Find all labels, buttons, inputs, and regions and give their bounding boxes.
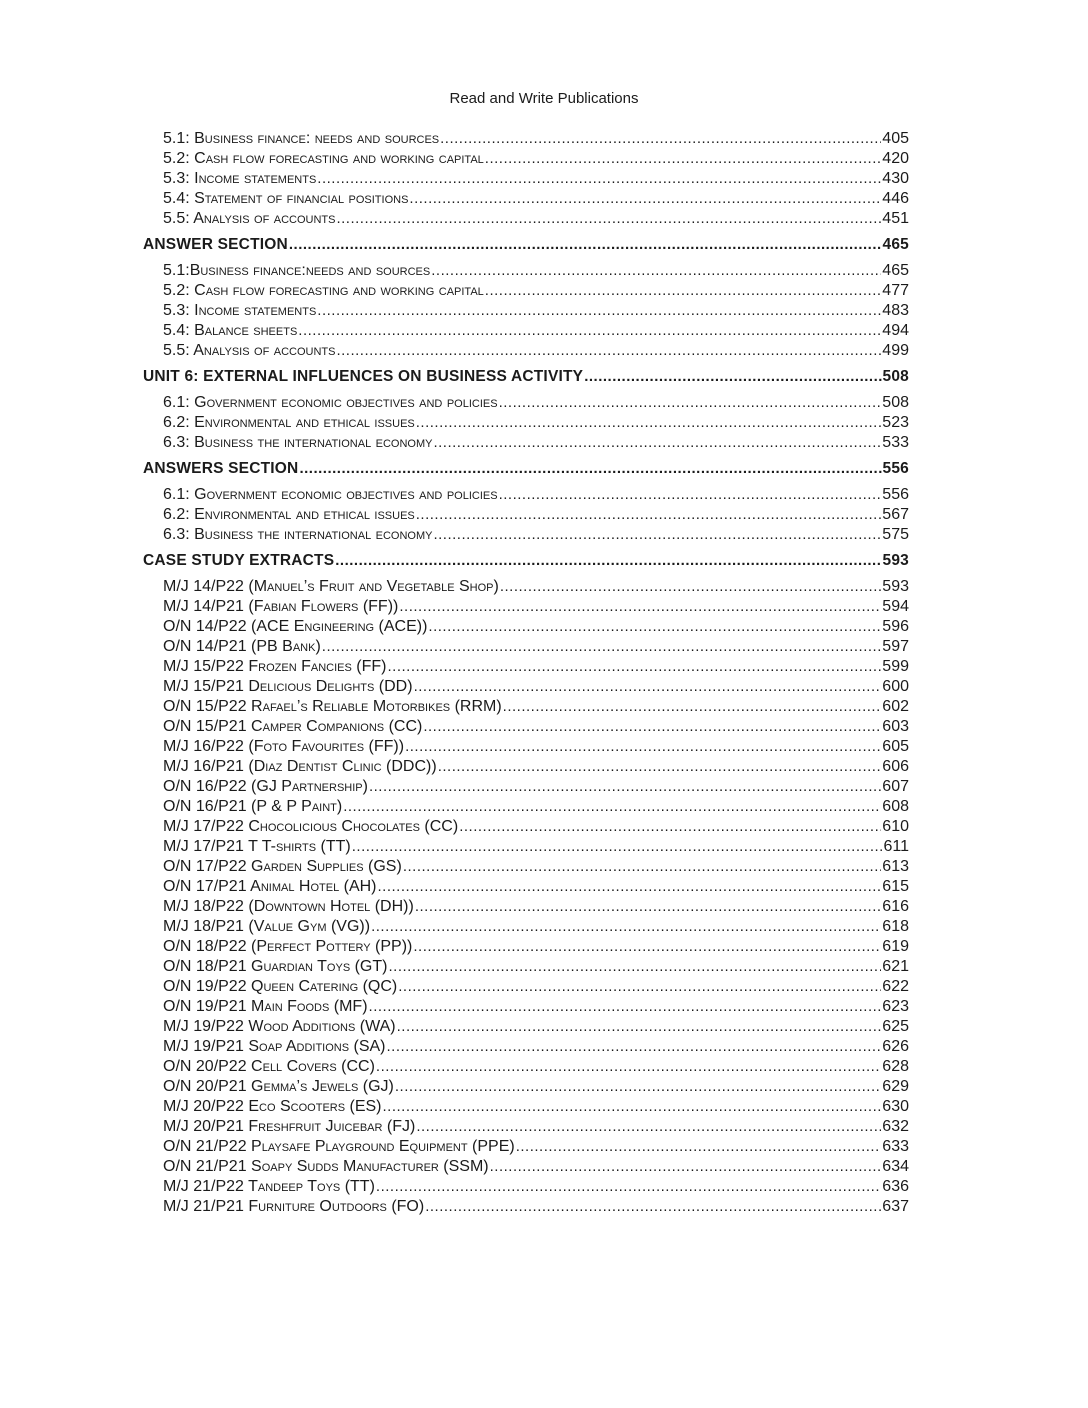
toc-entry-title: O/N 14/P21 (PB Bank): [163, 638, 321, 655]
dot-leader: [413, 937, 881, 957]
dot-leader: [369, 777, 881, 797]
toc-page-number: 499: [882, 342, 909, 359]
dot-leader: [500, 577, 881, 597]
dot-leader: [289, 235, 882, 255]
toc-page-number: 597: [882, 638, 909, 655]
dot-leader: [428, 617, 881, 637]
dot-leader: [433, 525, 881, 545]
toc-page-number: 619: [882, 938, 909, 955]
toc-entry-title: 5.4: Balance sheets: [163, 322, 298, 339]
toc-page-number: 626: [882, 1038, 909, 1055]
toc-page-number: 602: [882, 698, 909, 715]
toc-entry: [143, 737, 909, 757]
toc-entry-title: 6.2: Environmental and ethical issues: [163, 414, 415, 431]
toc-entry-title: UNIT 6: EXTERNAL INFLUENCES ON BUSINESS ACTIVITY: [143, 368, 584, 385]
toc-entry-title: O/N 14/P22 (ACE Engineering (ACE)): [163, 618, 428, 635]
toc-page-number: 599: [882, 658, 909, 675]
toc-page-number: 575: [882, 526, 909, 543]
dot-leader: [485, 149, 882, 169]
toc-page-number: 606: [882, 758, 909, 775]
toc-entry-title: CASE STUDY EXTRACTS: [143, 552, 335, 569]
toc-entry: [143, 977, 909, 997]
toc-entry-title: M/J 21/P21 Furniture Outdoors (FO): [163, 1198, 425, 1215]
dot-leader: [322, 637, 882, 657]
toc-entry: [143, 525, 909, 545]
dot-leader: [516, 1137, 882, 1157]
toc-entry: [143, 697, 909, 717]
toc-entry: [143, 897, 909, 917]
toc-page-number: 494: [882, 322, 909, 339]
page-header-title: Read and Write Publications: [449, 90, 639, 107]
toc-entry: [143, 1077, 909, 1097]
dot-leader: [490, 1157, 882, 1177]
toc-page-number: 556: [882, 460, 909, 477]
toc-entry: [143, 877, 909, 897]
dot-leader: [584, 367, 881, 387]
dot-leader: [317, 169, 881, 189]
dot-leader: [433, 433, 881, 453]
dot-leader: [387, 657, 881, 677]
dot-leader: [352, 837, 883, 857]
toc-entry: [143, 261, 909, 281]
toc-entry: [143, 1177, 909, 1197]
dot-leader: [416, 413, 882, 433]
toc-entry: [143, 757, 909, 777]
toc-entry-title: M/J 14/P21 (Fabian Flowers (FF)): [163, 598, 399, 615]
toc-page-number: 567: [882, 506, 909, 523]
toc-entry: [143, 505, 909, 525]
toc-entry-title: ANSWER SECTION: [143, 236, 288, 253]
dot-leader: [397, 1017, 882, 1037]
toc-entry: [143, 321, 909, 341]
toc-entry: [143, 485, 909, 505]
toc-page-number: 615: [882, 878, 909, 895]
toc-page-number: 430: [882, 170, 909, 187]
toc-page-number: 603: [882, 718, 909, 735]
toc-entry: [143, 1017, 909, 1037]
toc-page-number: 593: [882, 552, 909, 569]
dot-leader: [298, 321, 881, 341]
toc-entry-title: M/J 18/P22 (Downtown Hotel (DH)): [163, 898, 414, 915]
dot-leader: [499, 393, 882, 413]
toc-entry: [143, 797, 909, 817]
toc-page-number: 405: [882, 130, 909, 147]
toc-entry-title: O/N 20/P21 Gemma’s Jewels (GJ): [163, 1078, 394, 1095]
dot-leader: [388, 957, 881, 977]
dot-leader: [398, 977, 881, 997]
toc-entry: [143, 281, 909, 301]
toc-entry: [143, 997, 909, 1017]
dot-leader: [414, 677, 882, 697]
toc-entry-title: 5.2: Cash flow forecasting and working capital: [163, 150, 484, 167]
toc-entry-title: M/J 18/P21 (Value Gym (VG)): [163, 918, 371, 935]
toc-page-number: 610: [882, 818, 909, 835]
toc-entry-title: M/J 20/P22 Eco Scooters (ES): [163, 1098, 382, 1115]
toc-page-number: 465: [882, 262, 909, 279]
dot-leader: [395, 1077, 881, 1097]
toc-entry-title: M/J 19/P22 Wood Additions (WA): [163, 1018, 396, 1035]
toc-entry-title: O/N 15/P21 Camper Companions (CC): [163, 718, 423, 735]
toc-entry: [143, 917, 909, 937]
toc-entry: [143, 1057, 909, 1077]
dot-leader: [416, 505, 882, 525]
dot-leader: [343, 797, 881, 817]
dot-leader: [485, 281, 882, 301]
toc-entry: [143, 1157, 909, 1177]
toc-page-number: 523: [882, 414, 909, 431]
toc-entry-title: M/J 20/P21 Freshfruit Juicebar (FJ): [163, 1118, 416, 1135]
toc-entry: [143, 957, 909, 977]
toc-entry-title: 5.3: Income statements: [163, 302, 317, 319]
toc-page-number: 628: [882, 1058, 909, 1075]
toc-page-number: 605: [882, 738, 909, 755]
toc-entry: [143, 341, 909, 361]
dot-leader: [440, 129, 881, 149]
toc-entry-title: 5.2: Cash flow forecasting and working capital: [163, 282, 484, 299]
dot-leader: [369, 997, 882, 1017]
toc-page-number: 508: [882, 394, 909, 411]
toc-section-heading: [143, 459, 909, 479]
toc-entry: [143, 169, 909, 189]
toc-entry-title: O/N 17/P21 Animal Hotel (AH): [163, 878, 377, 895]
toc-entry-title: O/N 16/P22 (GJ Partnership): [163, 778, 368, 795]
toc-page-number: 630: [882, 1098, 909, 1115]
toc-section-heading: [143, 367, 909, 387]
toc-page-number: 594: [882, 598, 909, 615]
toc-page-number: 623: [882, 998, 909, 1015]
toc-entry-title: O/N 17/P22 Garden Supplies (GS): [163, 858, 402, 875]
dot-leader: [336, 341, 881, 361]
toc-entry-title: 5.3: Income statements: [163, 170, 317, 187]
toc-page-number: 593: [882, 578, 909, 595]
dot-leader: [438, 757, 882, 777]
toc-entry-title: O/N 15/P22 Rafael’s Reliable Motorbikes (RRM): [163, 698, 502, 715]
toc-entry: [143, 817, 909, 837]
toc-entry: [143, 837, 909, 857]
toc-entry-title: O/N 21/P22 Playsafe Playground Equipment (PPE): [163, 1138, 515, 1155]
toc-entry-title: M/J 21/P22 Tandeep Toys (TT): [163, 1178, 375, 1195]
toc-page-number: 533: [882, 434, 909, 451]
toc-entry: [143, 301, 909, 321]
toc-page-number: 625: [882, 1018, 909, 1035]
toc-entry: [143, 1137, 909, 1157]
toc-entry: [143, 393, 909, 413]
toc-entry: [143, 189, 909, 209]
toc-entry-title: M/J 17/P21 T T-shirts (TT): [163, 838, 351, 855]
dot-leader: [376, 1177, 881, 1197]
toc-entry: [143, 413, 909, 433]
toc-entry: [143, 597, 909, 617]
toc-page-number: 622: [882, 978, 909, 995]
toc-entry: [143, 209, 909, 229]
toc-entry-title: O/N 19/P21 Main Foods (MF): [163, 998, 368, 1015]
dot-leader: [409, 189, 881, 209]
toc-entry: [143, 717, 909, 737]
toc-entry-title: M/J 15/P21 Delicious Delights (DD): [163, 678, 413, 695]
toc-page-number: 637: [882, 1198, 909, 1215]
dot-leader: [405, 737, 881, 757]
toc-entry-title: 5.1: Business finance: needs and sources: [163, 130, 440, 147]
toc-page-number: 508: [882, 368, 909, 385]
toc-page-number: 446: [882, 190, 909, 207]
toc-entry-title: 5.4: Statement of financial positions: [163, 190, 409, 207]
toc-entry: [143, 657, 909, 677]
toc-entry-title: M/J 14/P22 (Manuel’s Fruit and Vegetable Shop): [163, 578, 499, 595]
toc-entry: [143, 1117, 909, 1137]
toc-page-number: 613: [882, 858, 909, 875]
dot-leader: [423, 717, 881, 737]
toc-entry: [143, 1037, 909, 1057]
toc-page-number: 451: [882, 210, 909, 227]
toc-entry: [143, 777, 909, 797]
dot-leader: [403, 857, 881, 877]
toc-page-number: 477: [882, 282, 909, 299]
toc-page-number: 616: [882, 898, 909, 915]
dot-leader: [376, 1057, 881, 1077]
dot-leader: [503, 697, 882, 717]
toc-entry: [143, 149, 909, 169]
dot-leader: [371, 917, 881, 937]
dot-leader: [415, 897, 881, 917]
toc-page-number: 600: [882, 678, 909, 695]
toc-page-number: 629: [882, 1078, 909, 1095]
toc-entry: [143, 857, 909, 877]
toc-entry-title: O/N 21/P21 Soapy Sudds Manufacturer (SSM): [163, 1158, 489, 1175]
toc-entry-title: M/J 17/P22 Chocolicious Chocolates (CC): [163, 818, 459, 835]
toc-entry: [143, 1197, 909, 1217]
toc-page-number: 483: [882, 302, 909, 319]
toc-page-number: 632: [882, 1118, 909, 1135]
toc-entry-title: M/J 16/P21 (Diaz Dentist Clinic (DDC)): [163, 758, 437, 775]
dot-leader: [335, 551, 881, 571]
dot-leader: [299, 459, 881, 479]
toc-page-number: 608: [882, 798, 909, 815]
toc-page-number: 621: [882, 958, 909, 975]
toc-entry-title: M/J 19/P21 Soap Additions (SA): [163, 1038, 386, 1055]
dot-leader: [431, 261, 881, 281]
toc-page-number: 633: [882, 1138, 909, 1155]
dot-leader: [425, 1197, 881, 1217]
toc-entry-title: O/N 19/P22 Queen Catering (QC): [163, 978, 398, 995]
toc-page-number: 618: [882, 918, 909, 935]
dot-leader: [383, 1097, 882, 1117]
toc-entry-title: M/J 16/P22 (Foto Favourites (FF)): [163, 738, 405, 755]
toc-entry-title: 6.2: Environmental and ethical issues: [163, 506, 415, 523]
toc-section-heading: [143, 551, 909, 571]
toc-page-number: 556: [882, 486, 909, 503]
toc-entry: [143, 577, 909, 597]
toc-entry: [143, 433, 909, 453]
toc-entry-title: ANSWERS SECTION: [143, 460, 299, 477]
toc-entry-title: 6.1: Government economic objectives and policies: [163, 486, 498, 503]
toc-entry: [143, 129, 909, 149]
toc-entry-title: 5.1:Business finance:needs and sources: [163, 262, 431, 279]
toc-entry: [143, 637, 909, 657]
toc-page-number: 420: [882, 150, 909, 167]
toc-entry: [143, 937, 909, 957]
dot-leader: [459, 817, 881, 837]
dot-leader: [387, 1037, 882, 1057]
toc-page-number: 611: [883, 838, 909, 855]
toc-entry-title: M/J 15/P22 Frozen Fancies (FF): [163, 658, 387, 675]
toc-page-number: 607: [882, 778, 909, 795]
dot-leader: [336, 209, 881, 229]
dot-leader: [416, 1117, 881, 1137]
toc-entry-title: O/N 20/P22 Cell Covers (CC): [163, 1058, 375, 1075]
toc-entry-title: O/N 16/P21 (P & P Paint): [163, 798, 343, 815]
toc-entry-title: 6.3: Business the international economy: [163, 434, 433, 451]
toc-page-number: 596: [882, 618, 909, 635]
table-of-contents: [143, 129, 909, 1217]
toc-section-heading: [143, 235, 909, 255]
toc-entry: [143, 1097, 909, 1117]
toc-entry-title: O/N 18/P21 Guardian Toys (GT): [163, 958, 388, 975]
dot-leader: [499, 485, 882, 505]
dot-leader: [378, 877, 882, 897]
toc-entry: [143, 617, 909, 637]
toc-entry: [143, 677, 909, 697]
dot-leader: [317, 301, 881, 321]
toc-entry-title: 5.5: Analysis of accounts: [163, 210, 336, 227]
toc-entry-title: O/N 18/P22 (Perfect Pottery (PP)): [163, 938, 413, 955]
toc-page-number: 465: [882, 236, 909, 253]
toc-page-number: 636: [882, 1178, 909, 1195]
toc-page-number: 634: [882, 1158, 909, 1175]
toc-entry-title: 6.3: Business the international economy: [163, 526, 433, 543]
dot-leader: [399, 597, 881, 617]
toc-entry-title: 5.5: Analysis of accounts: [163, 342, 336, 359]
toc-entry-title: 6.1: Government economic objectives and policies: [163, 394, 498, 411]
